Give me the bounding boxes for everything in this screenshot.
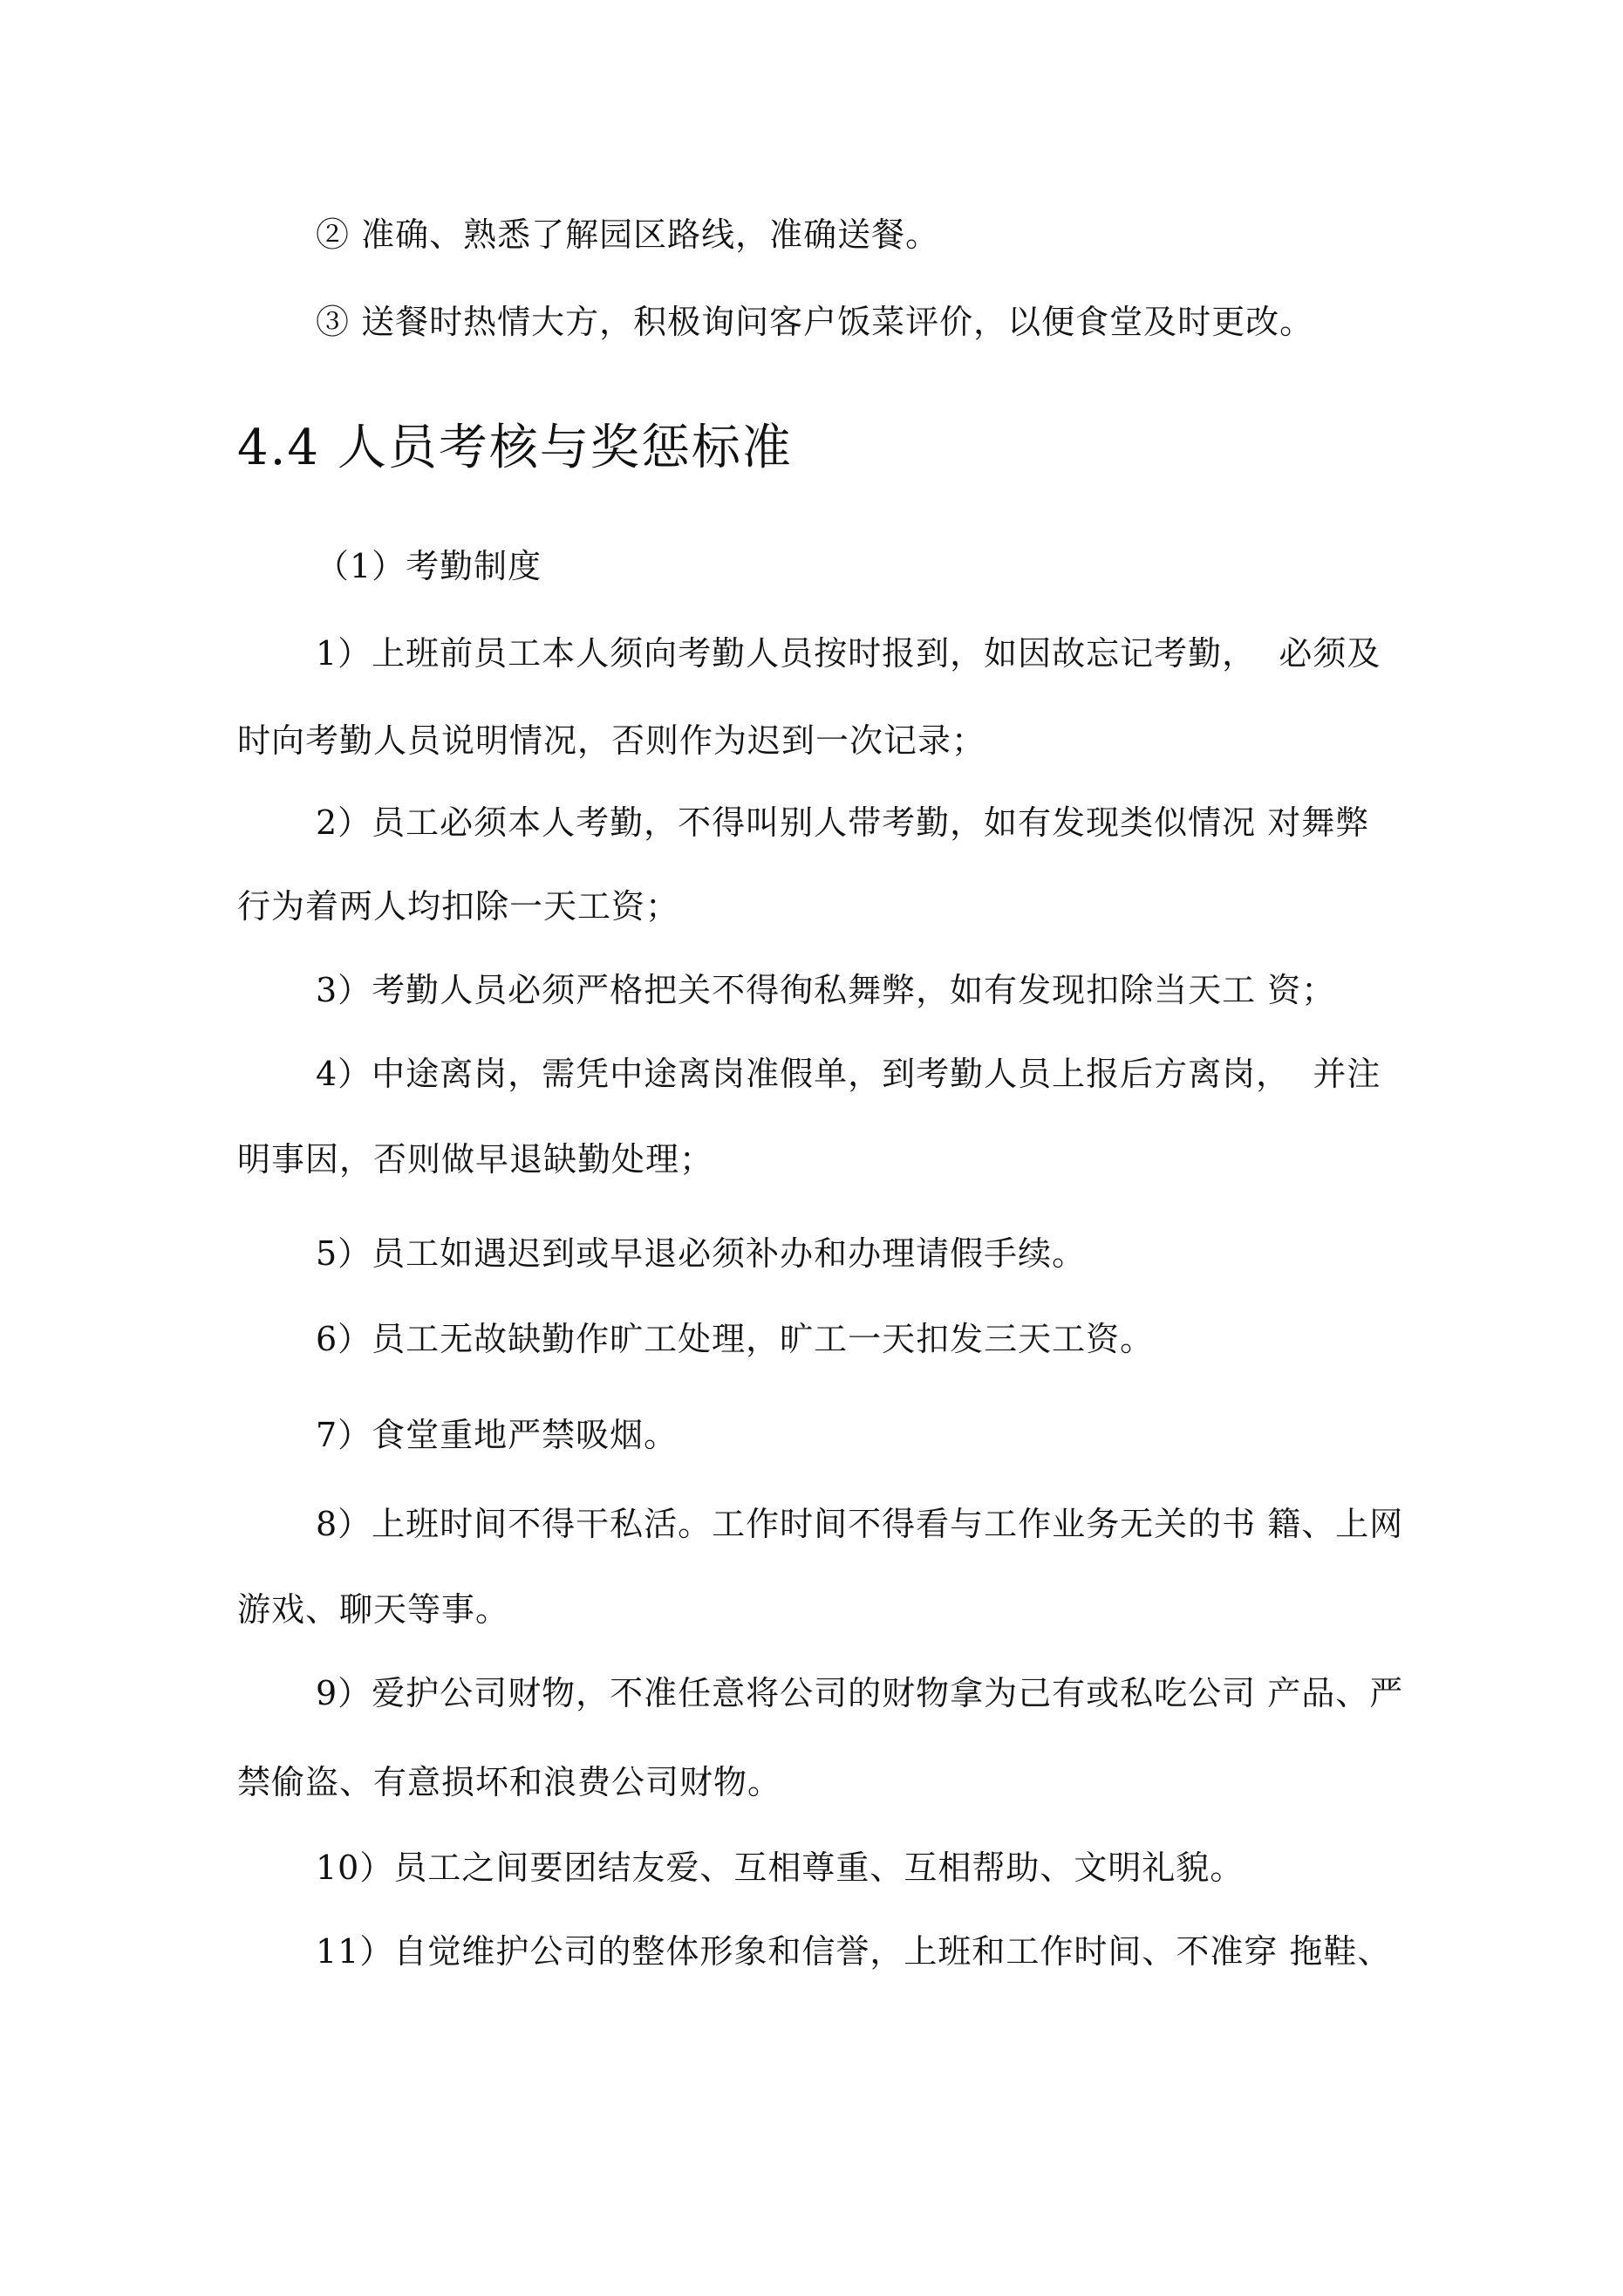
paragraph-line: 行为着两人均扣除一天工资；: [237, 887, 680, 926]
paragraph-line: 禁偷盗、有意损坏和浪费公司财物。: [237, 1763, 782, 1801]
paragraph-line: 11）自觉维护公司的整体形象和信誉，上班和工作时间、不准穿 拖鞋、: [316, 1932, 1392, 1971]
paragraph-line: 9）爱护公司财物，不准任意将公司的财物拿为己有或私吃公司 产品、严: [316, 1674, 1404, 1712]
list-item-2: ② 准确、熟悉了解园区路线，准确送餐。: [316, 215, 940, 254]
paragraph-line: 明事因，否则做早退缺勤处理；: [237, 1140, 714, 1179]
paragraph-line: 游戏、聊天等事。: [237, 1590, 510, 1629]
paragraph-line: 2）员工必须本人考勤，不得叫别人带考勤，如有发现类似情况 对舞弊: [316, 803, 1370, 842]
paragraph-line: 3）考勤人员必须严格把关不得徇私舞弊，如有发现扣除当天工 资；: [316, 971, 1336, 1009]
paragraph-line: 4）中途离岗，需凭中途离岗准假单，到考勤人员上报后方离岗， 并注: [316, 1055, 1381, 1093]
paragraph-line: 6）员工无故缺勤作旷工处理，旷工一天扣发三天工资。: [316, 1320, 1155, 1358]
paragraph-line: 时向考勤人员说明情况，否则作为迟到一次记录；: [237, 721, 986, 760]
subsection-title: （1）考勤制度: [316, 547, 542, 585]
paragraph-line: 7）食堂重地严禁吸烟。: [316, 1416, 679, 1454]
paragraph-line: 8）上班时间不得干私活。工作时间不得看与工作业务无关的书 籍、上网: [316, 1505, 1404, 1543]
section-heading: 4.4 人员考核与奖惩标准: [237, 420, 793, 476]
paragraph-line: 5）员工如遇迟到或早退必须补办和办理请假手续。: [316, 1234, 1087, 1273]
paragraph-line: 1）上班前员工本人须向考勤人员按时报到，如因故忘记考勤， 必须及: [316, 634, 1381, 673]
paragraph-line: 10）员工之间要团结友爱、互相尊重、互相帮助、文明礼貌。: [316, 1848, 1245, 1887]
list-item-3: ③ 送餐时热情大方，积极询问客户饭菜评价，以便食堂及时更改。: [316, 303, 1314, 341]
